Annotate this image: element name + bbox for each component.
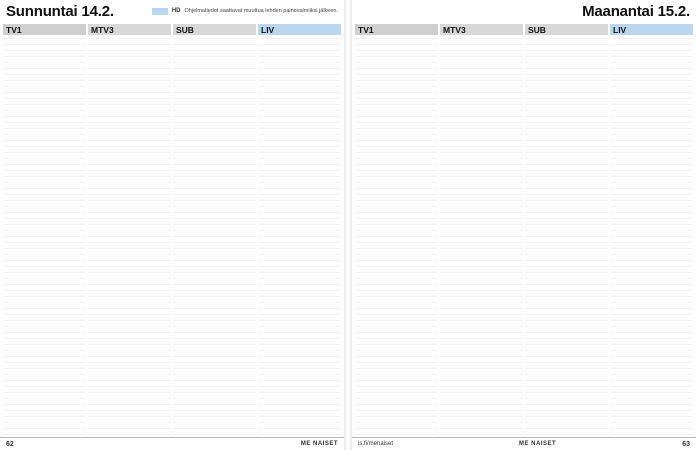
- hd-legend-label: HD: [171, 8, 181, 14]
- right-channel-1: TV1: [355, 24, 438, 35]
- left-page-number: 62: [6, 440, 14, 448]
- right-page-header: [352, 0, 696, 22]
- left-column-1: [3, 24, 86, 436]
- right-listing-area-1: [355, 38, 438, 436]
- right-page-number: 63: [682, 440, 690, 448]
- left-column-2: [88, 24, 171, 436]
- right-publication: ME NAISET: [519, 441, 557, 447]
- right-column-4: [610, 24, 693, 436]
- left-channel-4: LIV: [258, 24, 341, 35]
- left-channel-3: SUB: [173, 24, 256, 35]
- left-listing-area-2: [88, 38, 171, 436]
- left-column-4: [258, 24, 341, 436]
- right-day-title: Maanantai 15.2.: [582, 2, 690, 20]
- legend-note: Ohjelmatiedot saattavat muuttua lehden painovalmiiksi jälkeen.: [184, 8, 338, 14]
- right-channel-2: MTV3: [440, 24, 523, 35]
- right-column-1: [355, 24, 438, 436]
- left-column-3: [173, 24, 256, 436]
- right-page: [352, 0, 696, 450]
- left-publication: ME NAISET: [300, 441, 338, 447]
- right-channel-3: SUB: [525, 24, 608, 35]
- right-listings: [352, 24, 696, 436]
- page-gutter: [344, 0, 352, 450]
- right-column-3: [525, 24, 608, 436]
- left-listing-area-1: [3, 38, 86, 436]
- left-listing-area-4: [258, 38, 341, 436]
- right-listing-area-2: [440, 38, 523, 436]
- right-channel-4: LIV: [610, 24, 693, 35]
- left-listing-area-3: [173, 38, 256, 436]
- left-page-header: [0, 0, 344, 22]
- left-listings: [0, 24, 344, 436]
- left-page: [0, 0, 344, 450]
- left-channel-2: MTV3: [88, 24, 171, 35]
- hd-legend: [152, 8, 338, 15]
- right-column-2: [440, 24, 523, 436]
- hd-legend-swatch: [152, 8, 168, 15]
- right-url: is.fi/menaiset: [358, 441, 394, 447]
- left-page-footer: [0, 437, 344, 450]
- left-channel-1: TV1: [3, 24, 86, 35]
- right-listing-area-3: [525, 38, 608, 436]
- right-listing-area-4: [610, 38, 693, 436]
- left-day-title: Sunnuntai 14.2.: [6, 2, 114, 20]
- right-page-footer: [352, 437, 696, 450]
